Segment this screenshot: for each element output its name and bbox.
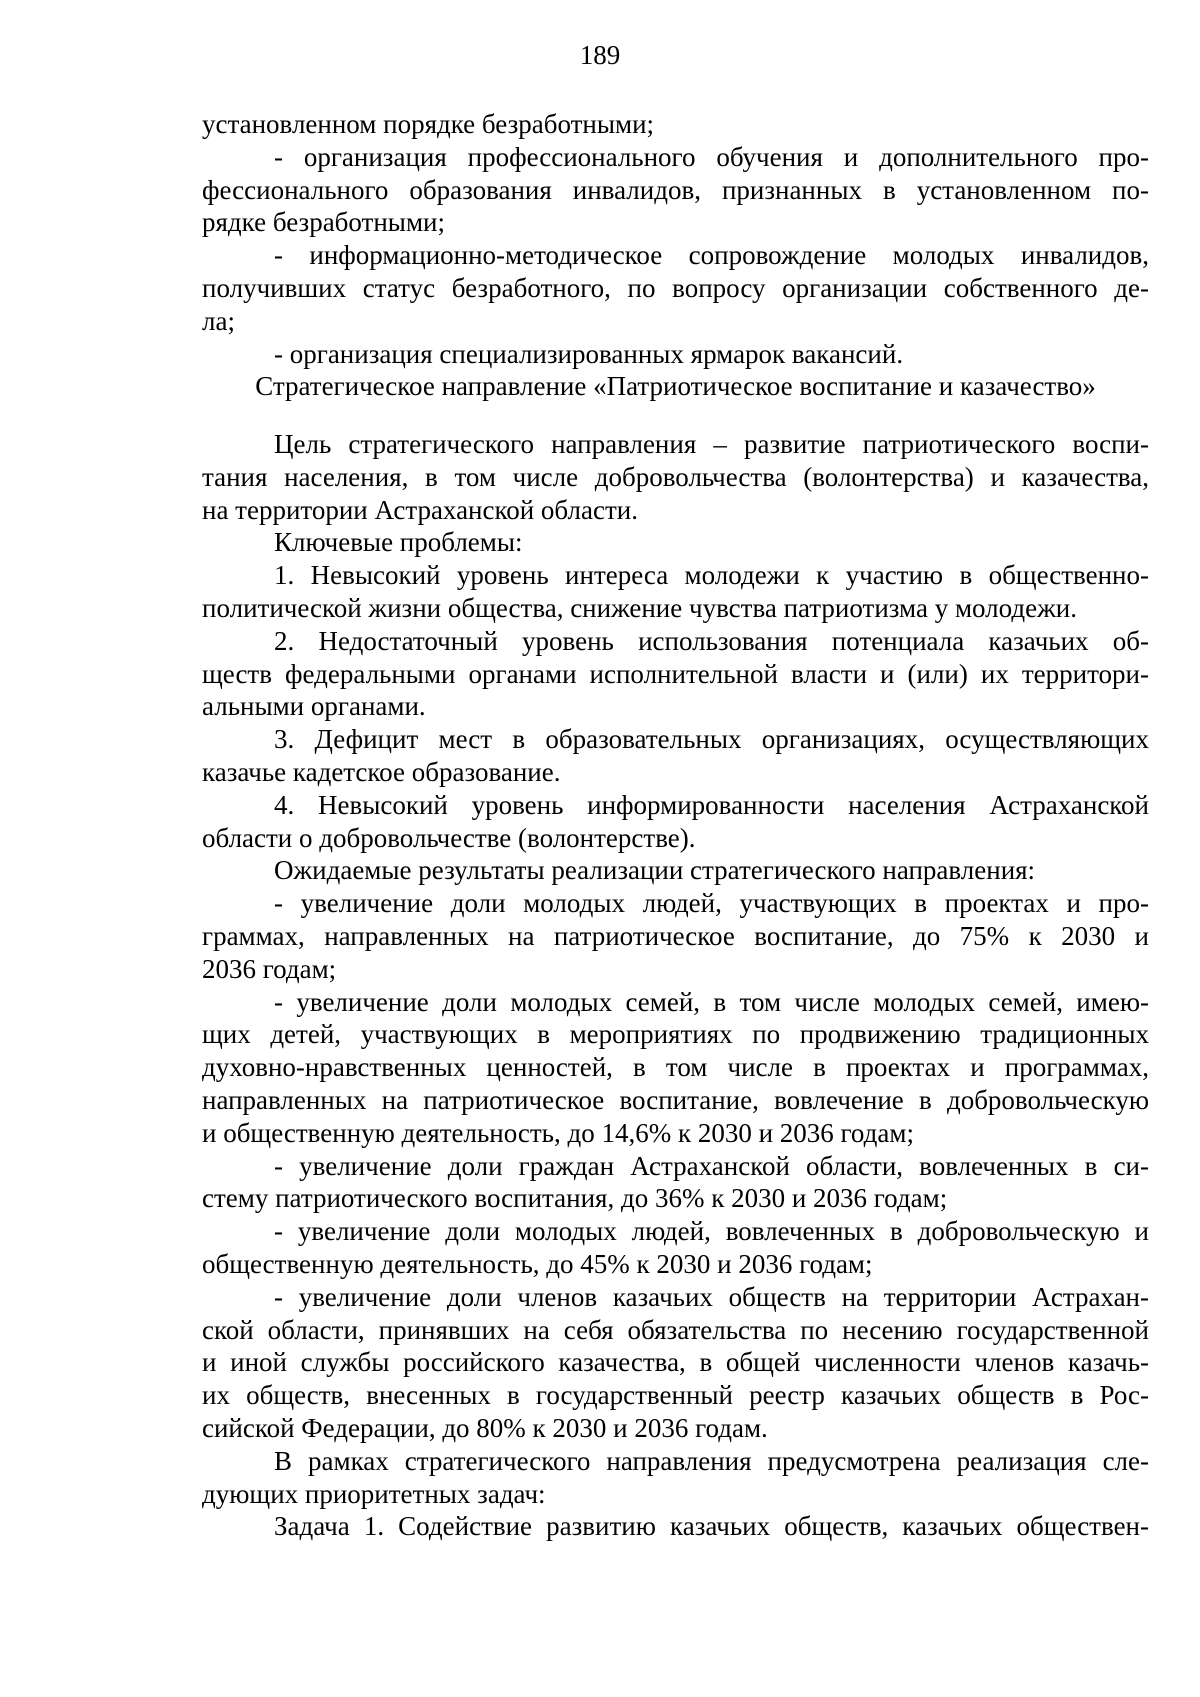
text-line: на территории Астраханской области. — [202, 494, 638, 525]
text-line: В рамках стратегического направления предусмотрена реализация сле- — [274, 1445, 1149, 1476]
text-line: - информационно-методическое сопровождение молодых инвалидов, — [274, 240, 1149, 271]
text-line: сийской Федерации, до 80% к 2030 и 2036 годам. — [202, 1412, 768, 1443]
text-line: получивших статус безработного, по вопросу организации собственного де- — [202, 272, 1149, 303]
text-line: альными органами. — [202, 691, 426, 722]
text-line: 3. Дефицит мест в образовательных организациях, осуществляющих — [274, 724, 1149, 755]
text-line: 2. Недостаточный уровень использования потенциала казачьих об- — [274, 625, 1149, 656]
text-line: Ожидаемые результаты реализации стратегического направления: — [274, 855, 1036, 886]
section-heading: Стратегическое направление «Патриотическое воспитание и казачество» — [255, 371, 1096, 401]
text-line: и общественную деятельность, до 14,6% к 2030 и 2036 годам; — [202, 1117, 914, 1148]
text-line: ществ федеральными органами исполнительной власти и (или) их территори- — [202, 658, 1149, 689]
text-line: - организация профессионального обучения и дополнительного про- — [274, 141, 1149, 172]
text-line: - увеличение доли граждан Астраханской области, вовлеченных в си- — [274, 1150, 1149, 1181]
text-line: - увеличение доли молодых людей, вовлеченных в добровольческую и — [274, 1216, 1149, 1247]
text-line: граммах, направленных на патриотическое воспитание, до 75% к 2030 и — [202, 920, 1149, 951]
section-2-text — [202, 428, 1149, 1543]
text-line: ской области, принявших на себя обязательства по несению государственной — [202, 1314, 1149, 1345]
text-line: дующих приоритетных задач: — [202, 1478, 546, 1509]
page-number: 189 — [579, 40, 621, 70]
text-line: - увеличение доли членов казачьих обществ на территории Астрахан- — [274, 1281, 1149, 1312]
text-line: и иной службы российского казачества, в общей численности членов казачь- — [202, 1347, 1149, 1378]
text-line: духовно-нравственных ценностей, в том числе в проектах и программах, — [202, 1052, 1149, 1083]
text-line: направленных на патриотическое воспитание, вовлечение в добровольческую — [202, 1084, 1149, 1115]
text-line: Цель стратегического направления – развитие патриотического воспи- — [274, 429, 1149, 459]
text-line: 4. Невысокий уровень информированности населения Астраханской — [274, 789, 1149, 820]
text-line: области о добровольчестве (волонтерстве). — [202, 822, 696, 853]
text-line: стему патриотического воспитания, до 36% к 2030 и 2036 годам; — [202, 1183, 948, 1214]
text-line: - организация специализированных ярмарок вакансий. — [274, 338, 904, 369]
text-line: 1. Невысокий уровень интереса молодежи к участию в общественно- — [274, 560, 1149, 591]
section-1-text — [202, 108, 1149, 370]
text-line: 2036 годам; — [202, 953, 337, 984]
text-line: щих детей, участвующих в мероприятиях по продвижению традиционных — [202, 1019, 1149, 1050]
text-line: - увеличение доли молодых людей, участвующих в проектах и про- — [274, 888, 1149, 919]
text-line: фессионального образования инвалидов, признанных в установленном по- — [202, 174, 1149, 205]
text-line: политической жизни общества, снижение чувства патриотизма у молодежи. — [202, 592, 1077, 623]
text-line: тания населения, в том числе добровольчества (волонтерства) и казачества, — [202, 461, 1149, 492]
text-line: рядке безработными; — [202, 207, 445, 238]
text-line: Задача 1. Содействие развитию казачьих обществ, казачьих обществен- — [274, 1511, 1149, 1542]
text-line: Ключевые проблемы: — [274, 527, 523, 558]
text-line: их обществ, внесенных в государственный реестр казачьих обществ в Рос- — [202, 1380, 1149, 1411]
text-line: - увеличение доли молодых семей, в том числе молодых семей, имею- — [274, 986, 1149, 1017]
text-line: ла; — [202, 305, 235, 336]
text-line: казачье кадетское образование. — [202, 756, 561, 787]
text-line: установленном порядке безработными; — [202, 109, 655, 139]
text-line: общественную деятельность, до 45% к 2030 и 2036 годам; — [202, 1248, 873, 1279]
